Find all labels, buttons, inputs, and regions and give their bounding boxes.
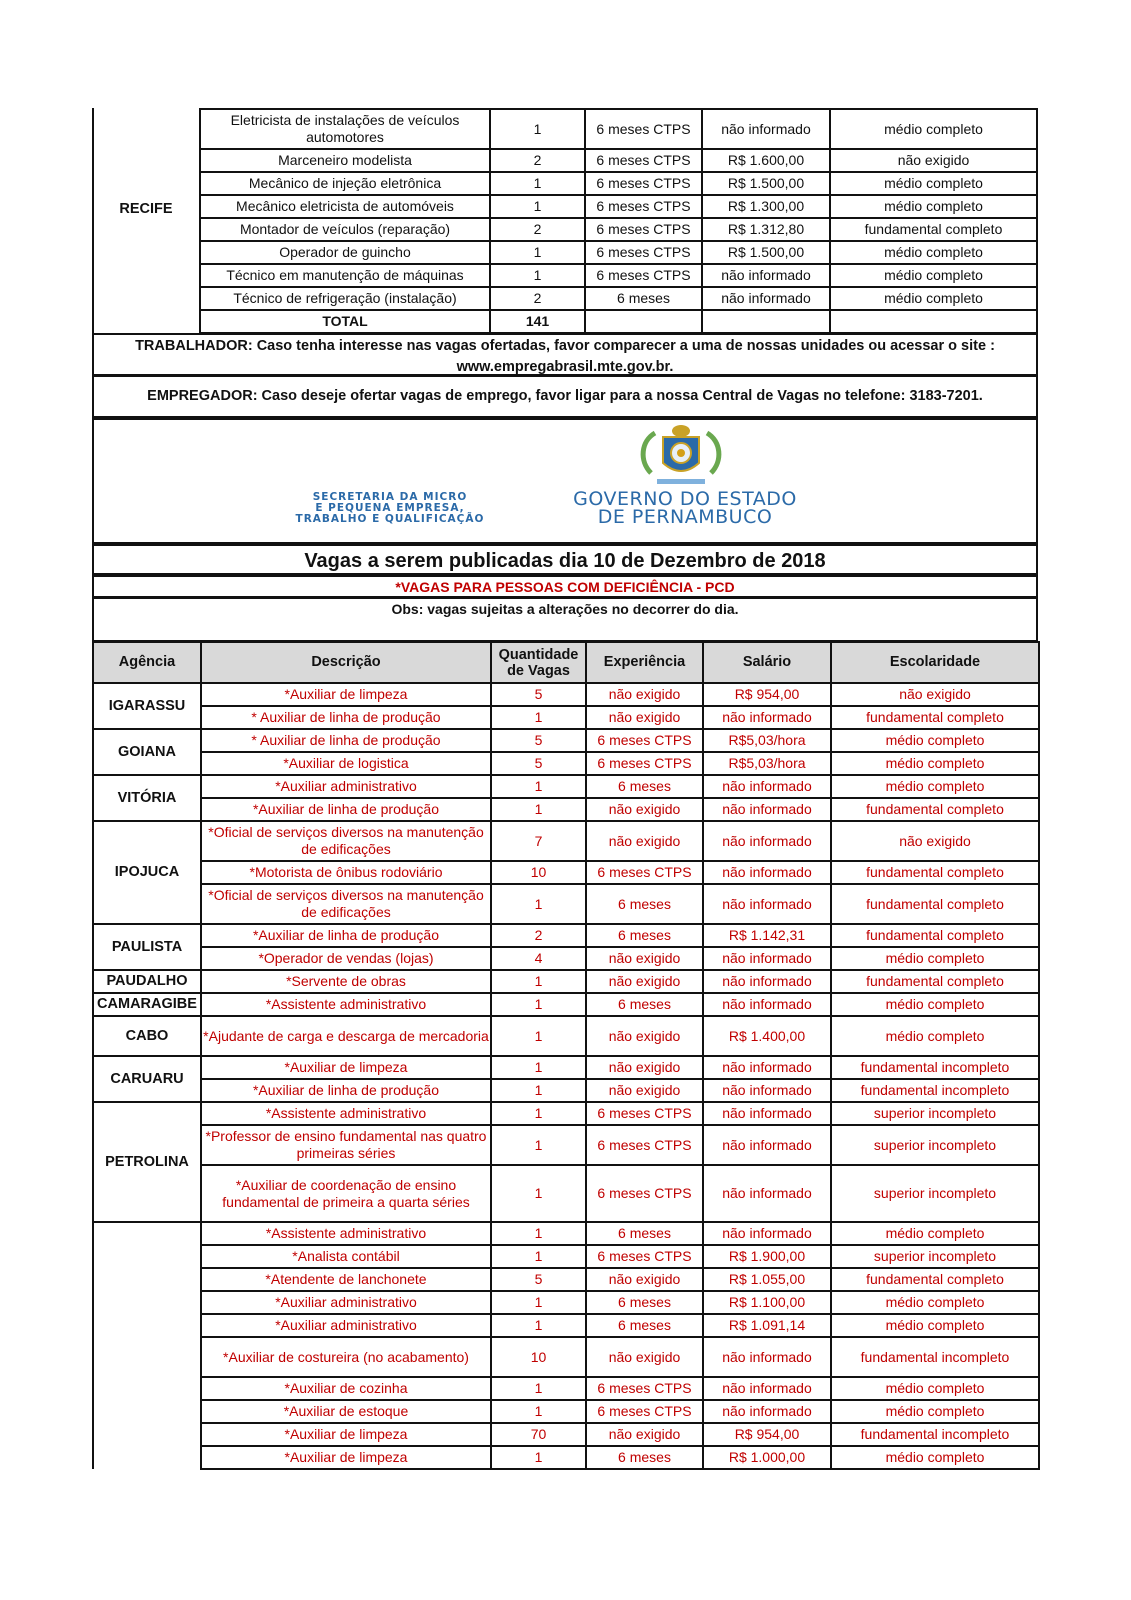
cell-experiencia: 6 meses CTPS xyxy=(586,861,703,884)
cell-quantidade: 10 xyxy=(491,1337,586,1377)
cell-salario: não informado xyxy=(703,1165,831,1222)
agency-cell: PETROLINA xyxy=(93,1102,201,1222)
cell-experiencia: 6 meses xyxy=(586,993,703,1016)
table-row xyxy=(93,1056,1039,1079)
cell-escolaridade: médio completo xyxy=(831,752,1039,775)
cell-salario: não informado xyxy=(702,109,830,149)
cell-quantidade: 1 xyxy=(491,1314,586,1337)
cell-escolaridade: médio completo xyxy=(831,1400,1039,1423)
cell-escolaridade: não exigido xyxy=(830,149,1037,172)
table-row xyxy=(93,1165,1039,1222)
table-row xyxy=(93,1314,1039,1337)
cell-experiencia: 6 meses CTPS xyxy=(585,264,702,287)
cell-escolaridade: médio completo xyxy=(830,287,1037,310)
cell-experiencia: 6 meses CTPS xyxy=(585,218,702,241)
cell-experiencia: 6 meses CTPS xyxy=(585,172,702,195)
cell-descricao: *Analista contábil xyxy=(201,1245,491,1268)
governo-line1: GOVERNO DO ESTADO xyxy=(573,488,797,510)
cell-quantidade: 1 xyxy=(490,172,585,195)
cell-descricao: Operador de guincho xyxy=(200,241,490,264)
table-row xyxy=(93,1291,1039,1314)
cell-escolaridade: não exigido xyxy=(831,821,1039,861)
total-label: TOTAL xyxy=(200,310,490,333)
cell-salario: R$ 1.055,00 xyxy=(703,1268,831,1291)
cell-descricao: *Auxiliar de costureira (no acabamento) xyxy=(201,1337,491,1377)
cell-experiencia: 6 meses CTPS xyxy=(585,149,702,172)
cell-descricao: Mecânico de injeção eletrônica xyxy=(200,172,490,195)
trabalhador-notice xyxy=(92,333,1038,376)
cell-descricao: *Assistente administrativo xyxy=(201,1102,491,1125)
cell-quantidade: 1 xyxy=(491,1291,586,1314)
cell-descricao: *Auxiliar administrativo xyxy=(201,1291,491,1314)
cell-experiencia: não exigido xyxy=(586,798,703,821)
table-row xyxy=(93,109,1037,149)
cell-salario: não informado xyxy=(703,1222,831,1245)
table-row xyxy=(93,1102,1039,1125)
pcd-table-body xyxy=(93,683,1039,1469)
cell-quantidade: 1 xyxy=(491,970,586,993)
table-row xyxy=(93,1446,1039,1469)
cell-descricao: *Servente de obras xyxy=(201,970,491,993)
cell-quantidade: 1 xyxy=(491,884,586,924)
cell-escolaridade: fundamental completo xyxy=(831,706,1039,729)
col-header-salario: Salário xyxy=(703,642,831,683)
agency-cell xyxy=(93,1222,201,1469)
cell-descricao: *Auxiliar de limpeza xyxy=(201,683,491,706)
cell-salario: não informado xyxy=(703,1102,831,1125)
cell-descricao: *Professor de ensino fundamental nas quatro primeiras séries xyxy=(201,1125,491,1165)
table-row xyxy=(93,195,1037,218)
cell-experiencia: 6 meses xyxy=(586,884,703,924)
cell-escolaridade: médio completo xyxy=(831,1222,1039,1245)
cell-descricao: *Auxiliar de linha de produção xyxy=(201,798,491,821)
cell-salario: não informado xyxy=(703,861,831,884)
table-row xyxy=(93,172,1037,195)
cell-quantidade: 10 xyxy=(491,861,586,884)
cell-descricao: *Auxiliar administrativo xyxy=(201,775,491,798)
cell-quantidade: 1 xyxy=(491,1377,586,1400)
cell-experiencia: não exigido xyxy=(586,1056,703,1079)
cell-quantidade: 2 xyxy=(490,149,585,172)
cell-descricao: *Oficial de serviços diversos na manutenção de edificações xyxy=(201,884,491,924)
cell-escolaridade: fundamental incompleto xyxy=(831,1056,1039,1079)
agency-cell: CARUARU xyxy=(93,1056,201,1102)
cell-experiencia: não exigido xyxy=(586,1268,703,1291)
cell-salario: não informado xyxy=(703,993,831,1016)
cell-salario: não informado xyxy=(703,706,831,729)
table-row xyxy=(93,1222,1039,1245)
cell-quantidade: 1 xyxy=(491,1222,586,1245)
table-row xyxy=(93,683,1039,706)
table-row xyxy=(93,970,1039,993)
agency-cell: PAULISTA xyxy=(93,924,201,970)
table-row xyxy=(93,1423,1039,1446)
cell-experiencia: 6 meses xyxy=(586,1314,703,1337)
cell-salario: não informado xyxy=(702,264,830,287)
cell-descricao: *Operador de vendas (lojas) xyxy=(201,947,491,970)
cell-salario: R$ 954,00 xyxy=(703,1423,831,1446)
cell-salario: não informado xyxy=(703,970,831,993)
cell-experiencia: 6 meses xyxy=(586,775,703,798)
cell-salario: não informado xyxy=(703,1400,831,1423)
table-row xyxy=(93,218,1037,241)
cell-escolaridade: médio completo xyxy=(830,195,1037,218)
cell-experiencia: não exigido xyxy=(586,821,703,861)
cell-quantidade: 1 xyxy=(491,1079,586,1102)
table-row xyxy=(93,821,1039,861)
table-row xyxy=(93,1268,1039,1291)
agency-cell: PAUDALHO xyxy=(93,970,201,993)
cell-descricao: *Atendente de lanchonete xyxy=(201,1268,491,1291)
cell-experiencia: 6 meses CTPS xyxy=(585,195,702,218)
cell-escolaridade: médio completo xyxy=(830,172,1037,195)
cell-escolaridade: fundamental incompleto xyxy=(831,1079,1039,1102)
cell-experiencia: 6 meses xyxy=(586,924,703,947)
table-row xyxy=(93,706,1039,729)
cell-quantidade: 4 xyxy=(491,947,586,970)
cell-salario: não informado xyxy=(703,1079,831,1102)
col-header-descricao: Descrição xyxy=(201,642,491,683)
cell-quantidade: 1 xyxy=(490,195,585,218)
cell-experiencia: 6 meses CTPS xyxy=(586,1377,703,1400)
cell-salario: não informado xyxy=(703,798,831,821)
cell-salario: R$ 1.900,00 xyxy=(703,1245,831,1268)
cell-salario: R$ 1.091,14 xyxy=(703,1314,831,1337)
table-row xyxy=(93,775,1039,798)
trabalhador-site-link[interactable]: www.empregabrasil.mte.gov.br. xyxy=(456,359,674,375)
cell-descricao: *Auxiliar de estoque xyxy=(201,1400,491,1423)
cell-escolaridade: fundamental completo xyxy=(831,861,1039,884)
col-header-agencia: Agência xyxy=(93,642,201,683)
cell-escolaridade: médio completo xyxy=(831,729,1039,752)
cell-escolaridade: fundamental completo xyxy=(830,218,1037,241)
agency-cell: CABO xyxy=(93,1016,201,1056)
cell-descricao: *Motorista de ônibus rodoviário xyxy=(201,861,491,884)
obs-notice-text: Obs: vagas sujeitas a alterações no decorrer do dia. xyxy=(391,601,739,617)
agency-cell: IPOJUCA xyxy=(93,821,201,924)
agency-cell: IGARASSU xyxy=(93,683,201,729)
cell-descricao: Eletricista de instalações de veículos automotores xyxy=(200,109,490,149)
cell-escolaridade: superior incompleto xyxy=(831,1165,1039,1222)
cell-escolaridade: superior incompleto xyxy=(831,1245,1039,1268)
total-row xyxy=(93,310,1037,333)
cell-experiencia: não exigido xyxy=(586,1016,703,1056)
cell-descricao: *Assistente administrativo xyxy=(201,993,491,1016)
col-header-escolaridade: Escolaridade xyxy=(831,642,1039,683)
table-row xyxy=(93,149,1037,172)
cell-salario: não informado xyxy=(703,884,831,924)
cell-escolaridade: fundamental incompleto xyxy=(831,1423,1039,1446)
cell-experiencia: 6 meses CTPS xyxy=(586,729,703,752)
pcd-notice xyxy=(92,575,1038,598)
cell-experiencia: não exigido xyxy=(586,683,703,706)
secretaria-logo-text xyxy=(265,492,515,525)
cell-experiencia: 6 meses xyxy=(585,287,702,310)
table-row xyxy=(93,924,1039,947)
cell-quantidade: 2 xyxy=(490,287,585,310)
cell-quantidade: 1 xyxy=(491,706,586,729)
agency-label: RECIFE xyxy=(119,201,173,217)
cell-experiencia: 6 meses xyxy=(586,1446,703,1469)
cell-escolaridade: médio completo xyxy=(831,993,1039,1016)
cell-quantidade: 1 xyxy=(490,241,585,264)
cell-quantidade: 1 xyxy=(491,1016,586,1056)
cell-descricao: *Auxiliar de limpeza xyxy=(201,1446,491,1469)
cell-experiencia: 6 meses xyxy=(586,1222,703,1245)
cell-quantidade: 1 xyxy=(491,1446,586,1469)
cell-salario: não informado xyxy=(703,1337,831,1377)
cell-escolaridade: médio completo xyxy=(830,241,1037,264)
cell-quantidade: 5 xyxy=(491,683,586,706)
table-row xyxy=(93,993,1039,1016)
table-row xyxy=(93,1400,1039,1423)
recife-table xyxy=(93,108,1038,334)
pcd-jobs-table xyxy=(92,641,1040,1470)
cell-escolaridade: médio completo xyxy=(830,264,1037,287)
cell-experiencia: não exigido xyxy=(586,970,703,993)
cell-escolaridade: médio completo xyxy=(831,1291,1039,1314)
cell-escolaridade: fundamental completo xyxy=(831,884,1039,924)
page-title xyxy=(92,543,1038,575)
table-row xyxy=(93,1377,1039,1400)
cell-escolaridade: fundamental completo xyxy=(831,924,1039,947)
cell-quantidade: 1 xyxy=(491,1400,586,1423)
cell-salario: R$ 1.100,00 xyxy=(703,1291,831,1314)
page-title-text: Vagas a serem publicadas dia 10 de Dezembro de 2018 xyxy=(304,550,826,572)
cell-descricao: *Auxiliar de logistica xyxy=(201,752,491,775)
cell-experiencia: não exigido xyxy=(586,1079,703,1102)
cell-escolaridade: médio completo xyxy=(831,1016,1039,1056)
cell-descricao: * Auxiliar de linha de produção xyxy=(201,706,491,729)
table-row xyxy=(93,752,1039,775)
cell-quantidade: 1 xyxy=(491,1125,586,1165)
table-row xyxy=(93,1245,1039,1268)
cell-experiencia: 6 meses CTPS xyxy=(585,241,702,264)
agency-cell: CAMARAGIBE xyxy=(93,993,201,1016)
cell-escolaridade: fundamental completo xyxy=(831,970,1039,993)
cell-experiencia: 6 meses CTPS xyxy=(586,1102,703,1125)
cell-descricao: *Assistente administrativo xyxy=(201,1222,491,1245)
cell-escolaridade: médio completo xyxy=(830,109,1037,149)
table-row xyxy=(93,1079,1039,1102)
cell-quantidade: 70 xyxy=(491,1423,586,1446)
cell-salario: não informado xyxy=(703,821,831,861)
cell-descricao: *Auxiliar de limpeza xyxy=(201,1423,491,1446)
agency-cell: GOIANA xyxy=(93,729,201,775)
cell-salario: R$ 1.000,00 xyxy=(703,1446,831,1469)
cell-salario: R$ 1.300,00 xyxy=(702,195,830,218)
obs-notice xyxy=(92,597,1038,642)
table-row xyxy=(93,1337,1039,1377)
cell-quantidade: 1 xyxy=(491,1056,586,1079)
table-row xyxy=(93,947,1039,970)
cell-descricao: Técnico em manutenção de máquinas xyxy=(200,264,490,287)
cell-quantidade: 5 xyxy=(491,729,586,752)
cell-quantidade: 1 xyxy=(491,1102,586,1125)
cell-descricao: * Auxiliar de linha de produção xyxy=(201,729,491,752)
cell-descricao: *Auxiliar administrativo xyxy=(201,1314,491,1337)
pcd-notice-text: *VAGAS PARA PESSOAS COM DEFICIÊNCIA - PCD xyxy=(395,579,735,595)
cell-salario: R$ 1.600,00 xyxy=(702,149,830,172)
cell-escolaridade: fundamental completo xyxy=(831,1268,1039,1291)
cell-quantidade: 2 xyxy=(490,218,585,241)
total-value: 141 xyxy=(490,310,585,333)
cell-quantidade: 1 xyxy=(491,993,586,1016)
table-header-row xyxy=(93,642,1039,683)
cell-quantidade: 1 xyxy=(491,1245,586,1268)
cell-salario: R$ 1.500,00 xyxy=(702,241,830,264)
cell-experiencia: não exigido xyxy=(586,706,703,729)
cell-descricao: *Oficial de serviços diversos na manutenção de edificações xyxy=(201,821,491,861)
cell-salario: não informado xyxy=(703,1377,831,1400)
table-row xyxy=(93,287,1037,310)
cell-salario: não informado xyxy=(703,775,831,798)
cell-quantidade: 5 xyxy=(491,1268,586,1291)
cell-escolaridade: fundamental completo xyxy=(831,798,1039,821)
cell-escolaridade: médio completo xyxy=(831,1314,1039,1337)
cell-salario: não informado xyxy=(703,1125,831,1165)
cell-salario: R$5,03/hora xyxy=(703,752,831,775)
col-header-quantidade: Quantidade de Vagas xyxy=(491,642,586,683)
cell-descricao: Montador de veículos (reparação) xyxy=(200,218,490,241)
cell-descricao: *Auxiliar de linha de produção xyxy=(201,924,491,947)
agency-cell: VITÓRIA xyxy=(93,775,201,821)
cell-experiencia: 6 meses CTPS xyxy=(586,1125,703,1165)
governo-logo-text xyxy=(540,490,830,526)
cell-quantidade: 1 xyxy=(491,775,586,798)
cell-descricao: *Auxiliar de limpeza xyxy=(201,1056,491,1079)
cell-salario: não informado xyxy=(703,1056,831,1079)
cell-salario: R$ 1.400,00 xyxy=(703,1016,831,1056)
cell-descricao: Marceneiro modelista xyxy=(200,149,490,172)
table-row xyxy=(93,884,1039,924)
cell-experiencia: 6 meses CTPS xyxy=(586,1165,703,1222)
table-row xyxy=(93,264,1037,287)
secretaria-line2: E PEQUENA EMPRESA, xyxy=(315,502,465,514)
secretaria-line3: TRABALHO E QUALIFICAÇÃO xyxy=(295,513,485,525)
secretaria-line1: SECRETARIA DA MICRO xyxy=(312,491,468,503)
cell-escolaridade: não exigido xyxy=(831,683,1039,706)
cell-descricao: *Auxiliar de linha de produção xyxy=(201,1079,491,1102)
cell-descricao: *Ajudante de carga e descarga de mercadoria xyxy=(201,1016,491,1056)
cell-experiencia: 6 meses CTPS xyxy=(586,1400,703,1423)
trabalhador-text: TRABALHADOR: Caso tenha interesse nas vagas ofertadas, favor comparecer a uma de nossas unidades ou acessar o site : xyxy=(135,338,995,354)
cell-experiencia: não exigido xyxy=(586,1337,703,1377)
cell-descricao: Técnico de refrigeração (instalação) xyxy=(200,287,490,310)
cell-salario: R$ 954,00 xyxy=(703,683,831,706)
cell-salario: não informado xyxy=(702,287,830,310)
cell-descricao: *Auxiliar de cozinha xyxy=(201,1377,491,1400)
cell-quantidade: 7 xyxy=(491,821,586,861)
table-row xyxy=(93,729,1039,752)
cell-quantidade: 1 xyxy=(491,798,586,821)
cell-salario: R$ 1.312,80 xyxy=(702,218,830,241)
table-row xyxy=(93,241,1037,264)
cell-salario: R$ 1.142,31 xyxy=(703,924,831,947)
cell-quantidade: 5 xyxy=(491,752,586,775)
cell-escolaridade: médio completo xyxy=(831,947,1039,970)
table-row xyxy=(93,1125,1039,1165)
cell-quantidade: 2 xyxy=(491,924,586,947)
cell-escolaridade: superior incompleto xyxy=(831,1125,1039,1165)
cell-escolaridade: médio completo xyxy=(831,1377,1039,1400)
cell-experiencia: não exigido xyxy=(586,1423,703,1446)
cell-escolaridade: superior incompleto xyxy=(831,1102,1039,1125)
cell-escolaridade: fundamental incompleto xyxy=(831,1337,1039,1377)
empregador-text: EMPREGADOR: Caso deseje ofertar vagas de emprego, favor ligar para a nossa Central de Vagas no telefone: 3183-7201. xyxy=(147,388,983,404)
cell-quantidade: 1 xyxy=(490,109,585,149)
governo-line2: DE PERNAMBUCO xyxy=(597,506,773,528)
cell-salario: não informado xyxy=(703,947,831,970)
cell-experiencia: não exigido xyxy=(586,947,703,970)
cell-descricao: *Auxiliar de coordenação de ensino fundamental de primeira a quarta séries xyxy=(201,1165,491,1222)
cell-salario: R$ 1.500,00 xyxy=(702,172,830,195)
table-row xyxy=(93,798,1039,821)
cell-experiencia: 6 meses CTPS xyxy=(586,752,703,775)
cell-descricao: Mecânico eletricista de automóveis xyxy=(200,195,490,218)
cell-escolaridade: médio completo xyxy=(831,1446,1039,1469)
pernambuco-coat-of-arms-icon xyxy=(631,423,731,491)
col-header-experiencia: Experiência xyxy=(586,642,703,683)
cell-quantidade: 1 xyxy=(491,1165,586,1222)
cell-experiencia: 6 meses CTPS xyxy=(586,1245,703,1268)
empregador-notice xyxy=(92,375,1038,418)
cell-experiencia: 6 meses CTPS xyxy=(585,109,702,149)
cell-experiencia: 6 meses xyxy=(586,1291,703,1314)
cell-escolaridade: médio completo xyxy=(831,775,1039,798)
table-row xyxy=(93,1016,1039,1056)
cell-quantidade: 1 xyxy=(490,264,585,287)
table-row xyxy=(93,861,1039,884)
cell-salario: R$5,03/hora xyxy=(703,729,831,752)
